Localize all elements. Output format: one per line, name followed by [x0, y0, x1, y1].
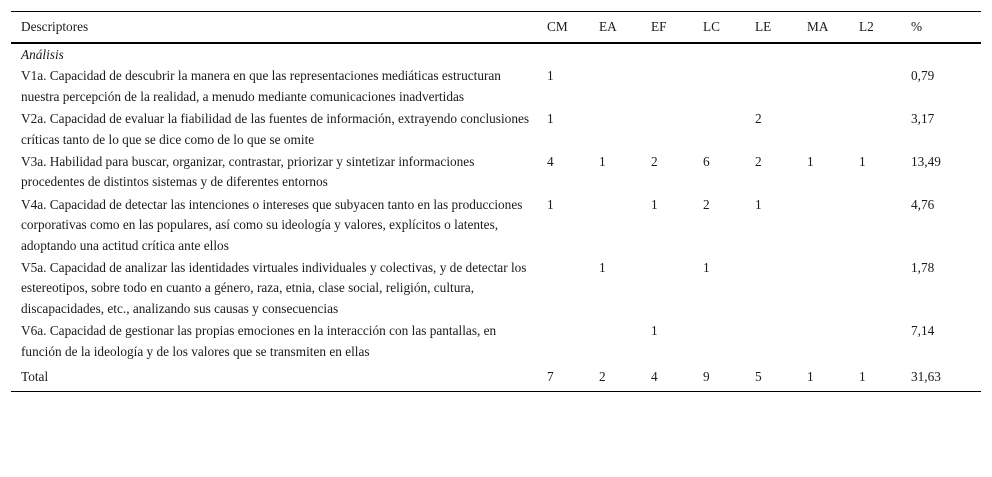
descriptor-cell: V6a. Capacidad de gestionar las propias emociones en la interacción con las pantallas, en función de la ideología y de los valores que se transmiten en ellas — [21, 323, 497, 359]
le-cell — [745, 320, 797, 363]
ea-cell: 1 — [599, 154, 606, 170]
le-cell: 2 — [755, 154, 762, 170]
section-label: Análisis — [21, 47, 64, 62]
table-row — [11, 65, 981, 108]
header-lc: LC — [703, 19, 720, 34]
ef-cell: 1 — [651, 196, 658, 212]
ea-cell — [589, 65, 641, 108]
descriptor-cell: V4a. Capacidad de detectar las intenciones o intereses que subyacen tanto en las producciones corporativas como en las populares, así como su ideología y valores, explícitos o latentes, adoptando una actitud crítica ante ellos — [21, 196, 523, 253]
l2-cell — [849, 65, 901, 108]
table-row — [11, 320, 981, 363]
percent-cell: 0,79 — [911, 68, 935, 84]
total-l2: 1 — [859, 368, 866, 384]
total-row — [11, 363, 981, 392]
l2-cell — [849, 257, 901, 320]
header-percent: % — [911, 19, 923, 34]
ma-cell: 1 — [807, 154, 814, 170]
l2-cell — [849, 194, 901, 257]
ma-cell — [797, 194, 849, 257]
le-cell — [745, 257, 797, 320]
ma-cell — [797, 108, 849, 151]
ma-cell — [797, 65, 849, 108]
descriptor-cell: V3a. Habilidad para buscar, organizar, contrastar, priorizar y sintetizar informaciones procedentes de distintos sistemas y de diferentes entornos — [21, 154, 475, 190]
descriptor-cell: V1a. Capacidad de descubrir la manera en que las representaciones mediáticas estructuran nuestra percepción de la realidad, a menudo mediante comunicaciones inadvertidas — [21, 68, 501, 104]
percent-cell: 4,76 — [911, 196, 935, 212]
percent-cell: 7,14 — [911, 323, 935, 339]
le-cell: 1 — [755, 196, 762, 212]
lc-cell: 6 — [703, 154, 710, 170]
percent-cell: 1,78 — [911, 260, 935, 276]
lc-cell — [693, 65, 745, 108]
percent-cell: 13,49 — [911, 154, 941, 170]
total-le: 5 — [755, 368, 762, 384]
header-ef: EF — [651, 19, 667, 34]
table-row — [11, 151, 981, 194]
header-le: LE — [755, 19, 772, 34]
header-ea: EA — [599, 19, 617, 34]
lc-cell — [693, 320, 745, 363]
total-percent: 31,63 — [911, 368, 941, 384]
cm-cell: 1 — [547, 68, 554, 84]
total-label: Total — [21, 368, 49, 384]
ef-cell: 2 — [651, 154, 658, 170]
ea-cell — [589, 108, 641, 151]
cm-cell: 1 — [547, 111, 554, 127]
ma-cell — [797, 320, 849, 363]
header-l2: L2 — [859, 19, 874, 34]
total-lc: 9 — [703, 368, 710, 384]
header-descriptores: Descriptores — [21, 19, 89, 34]
lc-cell: 1 — [703, 260, 710, 276]
descriptor-cell: V2a. Capacidad de evaluar la fiabilidad de las fuentes de información, extrayendo conclusiones críticas tanto de lo que se dice como de lo que se omite — [21, 111, 530, 147]
table-header-row — [11, 12, 981, 44]
cm-cell — [537, 257, 589, 320]
le-cell — [745, 65, 797, 108]
table-row — [11, 108, 981, 151]
table-row — [11, 194, 981, 257]
total-ea: 2 — [599, 368, 606, 384]
descriptor-cell: V5a. Capacidad de analizar las identidades virtuales individuales y colectivas, y de detectar los estereotipos, sobre todo en cuanto a género, raza, etnia, clase social, religión, cultura, discapacidades, etc., analizando sus causas y consecuencias — [21, 260, 527, 316]
ef-cell — [641, 257, 693, 320]
descriptors-table-container — [11, 11, 981, 392]
lc-cell: 2 — [703, 196, 710, 212]
cm-cell: 4 — [547, 154, 554, 170]
le-cell: 2 — [755, 111, 762, 127]
ea-cell: 1 — [599, 260, 606, 276]
percent-cell: 3,17 — [911, 111, 935, 127]
descriptors-table — [11, 11, 981, 392]
ma-cell — [797, 257, 849, 320]
cm-cell — [537, 320, 589, 363]
l2-cell: 1 — [859, 154, 866, 170]
l2-cell — [849, 108, 901, 151]
ef-cell — [641, 108, 693, 151]
table-row — [11, 257, 981, 320]
section-row-analisis — [11, 43, 981, 65]
lc-cell — [693, 108, 745, 151]
ef-cell — [641, 65, 693, 108]
total-ef: 4 — [651, 368, 658, 384]
header-cm: CM — [547, 19, 568, 34]
l2-cell — [849, 320, 901, 363]
cm-cell: 1 — [547, 196, 554, 212]
total-ma: 1 — [807, 368, 814, 384]
ea-cell — [589, 320, 641, 363]
header-ma: MA — [807, 19, 829, 34]
ea-cell — [589, 194, 641, 257]
ef-cell: 1 — [651, 323, 658, 339]
total-cm: 7 — [547, 368, 554, 384]
